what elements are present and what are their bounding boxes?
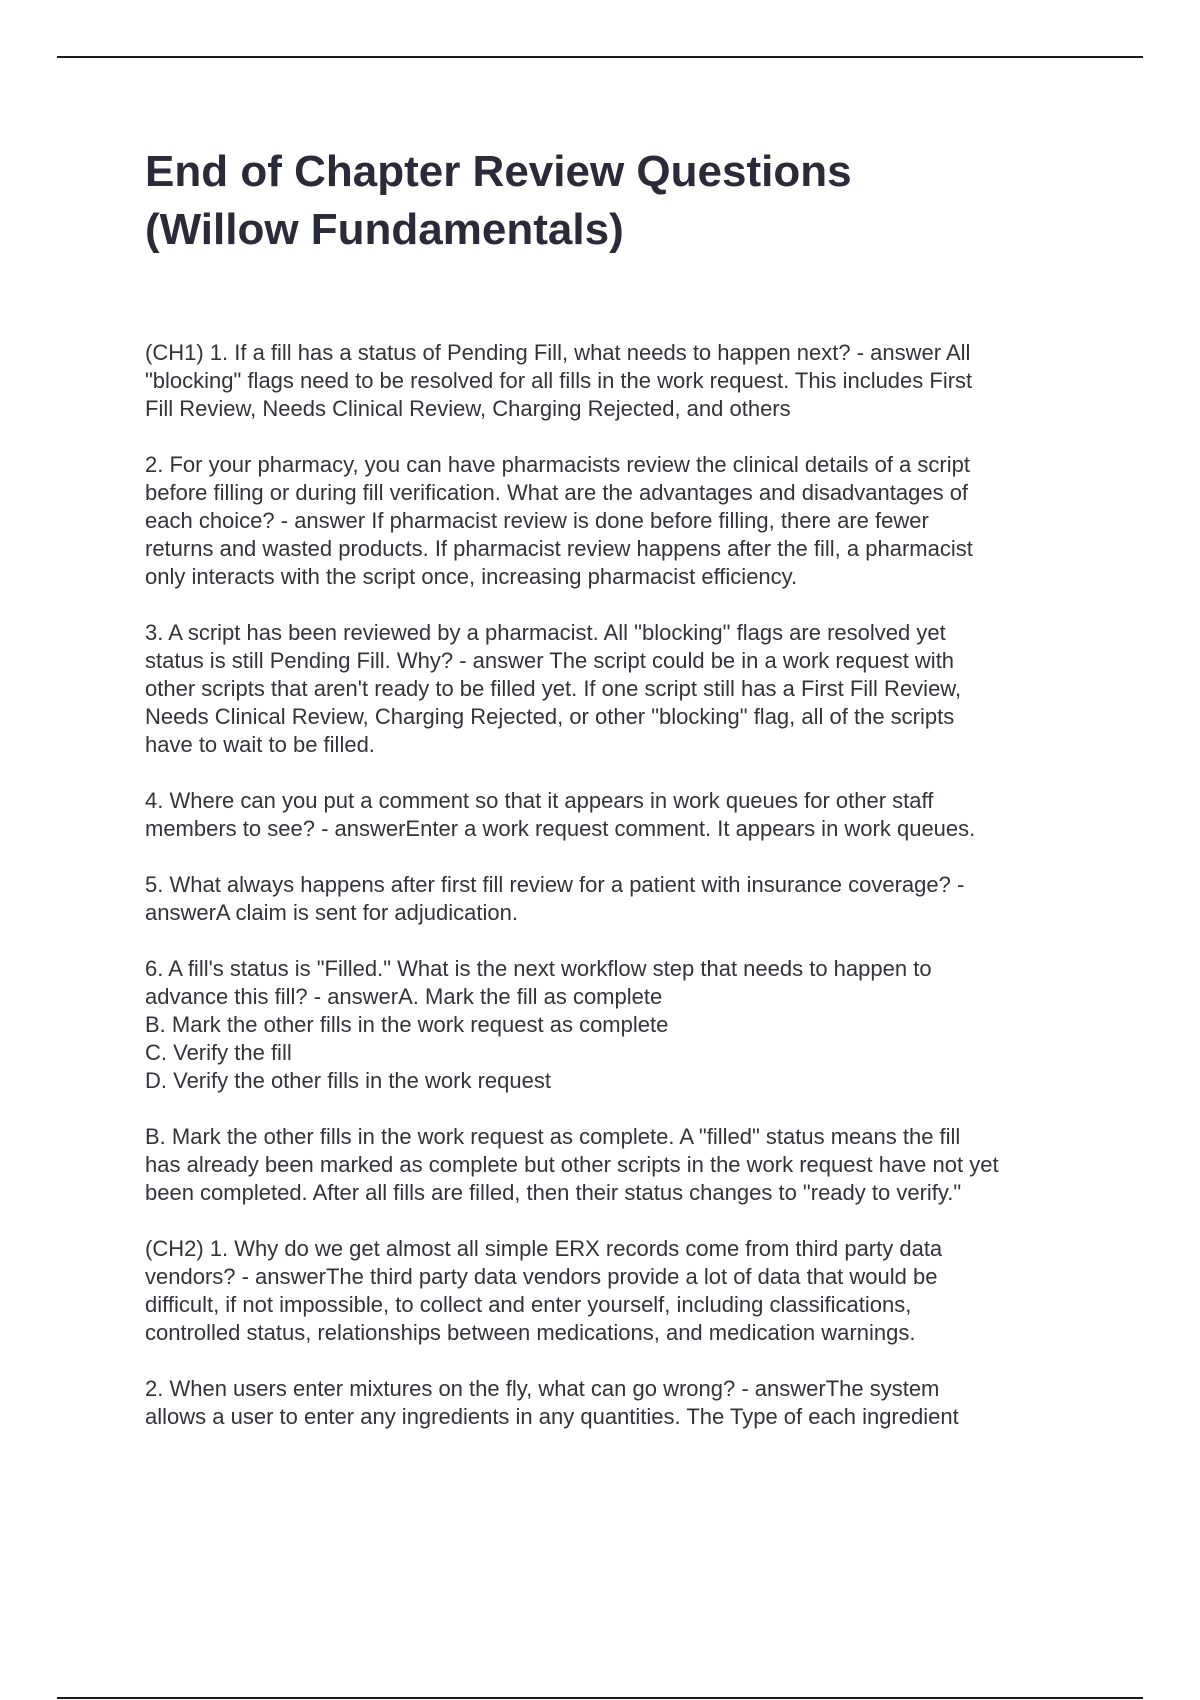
qa-line: vendors? - answerThe third party data vendors provide a lot of data that would be xyxy=(145,1264,938,1289)
qa-paragraph xyxy=(145,451,1095,591)
qa-line: Fill Review, Needs Clinical Review, Charging Rejected, and others xyxy=(145,396,791,421)
top-divider xyxy=(57,56,1143,58)
qa-paragraph xyxy=(145,871,1095,927)
qa-line: difficult, if not impossible, to collect and enter yourself, including classifications, xyxy=(145,1292,912,1317)
qa-line: (CH1) 1. If a fill has a status of Pending Fill, what needs to happen next? - answer All xyxy=(145,340,971,365)
qa-line: Needs Clinical Review, Charging Rejected, or other "blocking" flag, all of the scripts xyxy=(145,704,955,729)
qa-line: 5. What always happens after first fill review for a patient with insurance coverage? - xyxy=(145,872,965,897)
qa-line: members to see? - answerEnter a work request comment. It appears in work queues. xyxy=(145,816,976,841)
qa-paragraph xyxy=(145,1123,1095,1207)
qa-line: 2. For your pharmacy, you can have pharmacists review the clinical details of a script xyxy=(145,452,970,477)
qa-line: 4. Where can you put a comment so that it appears in work queues for other staff xyxy=(145,788,934,813)
qa-line: allows a user to enter any ingredients in any quantities. The Type of each ingredient xyxy=(145,1404,959,1429)
qa-line: B. Mark the other fills in the work request as complete. A "filled" status means the fill xyxy=(145,1124,961,1149)
qa-line: answerA claim is sent for adjudication. xyxy=(145,900,518,925)
qa-line: "blocking" flags need to be resolved for all fills in the work request. This includes First xyxy=(145,368,973,393)
qa-line: been completed. After all fills are filled, then their status changes to "ready to verify." xyxy=(145,1180,962,1205)
qa-line: status is still Pending Fill. Why? - answer The script could be in a work request with xyxy=(145,648,955,673)
qa-line: C. Verify the fill xyxy=(145,1040,292,1065)
qa-line: have to wait to be filled. xyxy=(145,732,375,757)
qa-line: B. Mark the other fills in the work request as complete xyxy=(145,1012,669,1037)
qa-paragraph xyxy=(145,619,1095,759)
qa-paragraph xyxy=(145,1375,1095,1431)
qa-line: 6. A fill's status is "Filled." What is the next workflow step that needs to happen to xyxy=(145,956,932,981)
qa-line: 3. A script has been reviewed by a pharmacist. All "blocking" flags are resolved yet xyxy=(145,620,946,645)
page-title-line-1: End of Chapter Review Questions xyxy=(145,147,852,196)
bottom-divider xyxy=(57,1697,1143,1699)
qa-line: before filling or during fill verification. What are the advantages and disadvantages of xyxy=(145,480,969,505)
qa-paragraph xyxy=(145,1235,1095,1347)
qa-line: only interacts with the script once, increasing pharmacist efficiency. xyxy=(145,564,798,589)
qa-paragraph xyxy=(145,955,1095,1095)
qa-line: 2. When users enter mixtures on the fly, what can go wrong? - answerThe system xyxy=(145,1376,940,1401)
qa-paragraph xyxy=(145,787,1095,843)
qa-line: (CH2) 1. Why do we get almost all simple ERX records come from third party data xyxy=(145,1236,943,1261)
qa-line: controlled status, relationships between medications, and medication warnings. xyxy=(145,1320,916,1345)
page-title xyxy=(145,143,1105,259)
qa-line: has already been marked as complete but other scripts in the work request have not yet xyxy=(145,1152,999,1177)
qa-line: other scripts that aren't ready to be filled yet. If one script still has a First Fill Review, xyxy=(145,676,962,701)
qa-line: D. Verify the other fills in the work request xyxy=(145,1068,551,1093)
qa-line: returns and wasted products. If pharmacist review happens after the fill, a pharmacist xyxy=(145,536,973,561)
qa-paragraph xyxy=(145,339,1095,423)
qa-line: advance this fill? - answerA. Mark the fill as complete xyxy=(145,984,663,1009)
page-title-line-2: (Willow Fundamentals) xyxy=(145,205,624,254)
question-answer-list xyxy=(145,339,1095,1459)
qa-line: each choice? - answer If pharmacist review is done before filling, there are fewer xyxy=(145,508,929,533)
